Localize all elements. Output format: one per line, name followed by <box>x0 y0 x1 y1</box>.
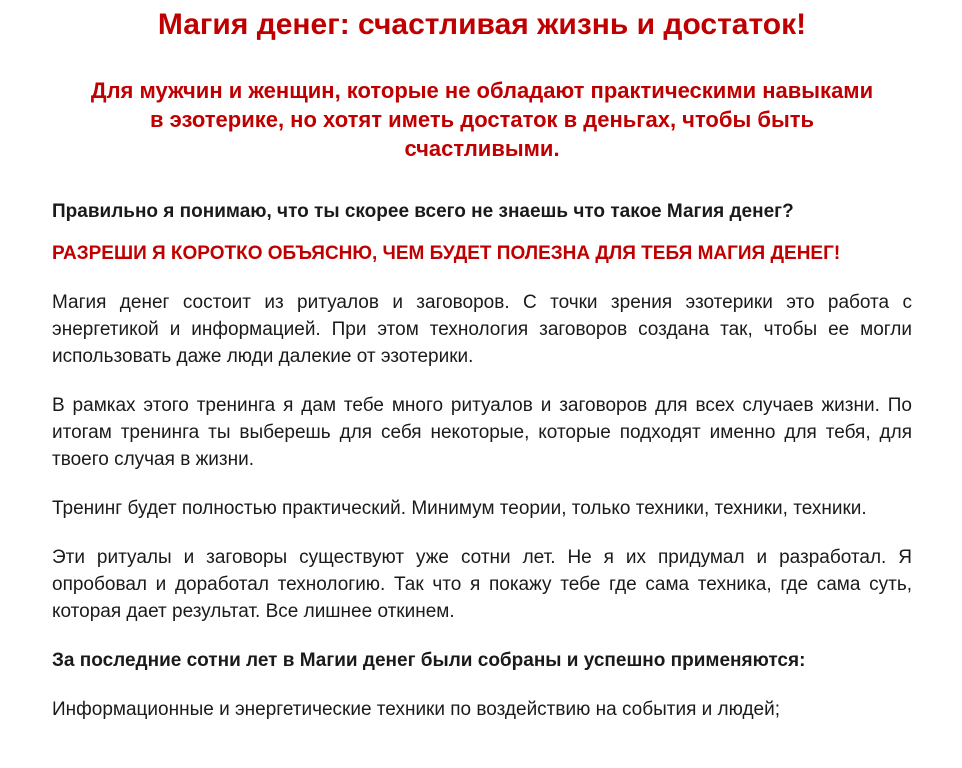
body-paragraph-3: Тренинг будет полностью практический. Минимум теории, только техники, техники, техники. <box>52 498 867 519</box>
list-item-first: Информационные и энергетические техники по воздействию на события и людей; <box>52 699 781 720</box>
intro-question: Правильно я понимаю, что ты скорее всего не знаешь что такое Магия денег? <box>52 201 794 222</box>
body-paragraph-1: Магия денег состоит из ритуалов и заговоров. С точки зрения эзотерики это работа с энергетикой и информацией. При этом технология заговоров создана так, чтобы ее могли использовать даже люди далекие от эзотерики. <box>52 292 912 367</box>
article <box>52 0 912 723</box>
body-paragraph-2: В рамках этого тренинга я дам тебе много ритуалов и заговоров для всех случаев жизни. По итогам тренинга ты выберешь для себя некоторые, которые подходят именно для тебя, для твоего случая в жизни. <box>52 395 912 470</box>
highlight-callout: РАЗРЕШИ Я КОРОТКО ОБЪЯСНЮ, ЧЕМ БУДЕТ ПОЛЕЗНА ДЛЯ ТЕБЯ МАГИЯ ДЕНЕГ! <box>52 243 841 264</box>
body-paragraph-4: Эти ритуалы и заговоры существуют уже сотни лет. Не я их придумал и разработал. Я опробовал и доработал технологию. Так что я покажу тебе где сама техника, где сама суть, которая дает результат. Все лишнее откинем. <box>52 547 912 622</box>
bold-statement: За последние сотни лет в Магии денег были собраны и успешно применяются: <box>52 650 806 671</box>
page-subtitle: Для мужчин и женщин, которые не обладают практическими навыками в эзотерике, но хотят иметь достаток в деньгах, чтобы быть счастливыми. <box>90 78 874 161</box>
page-title: Магия денег: счастливая жизнь и достаток! <box>157 8 807 41</box>
